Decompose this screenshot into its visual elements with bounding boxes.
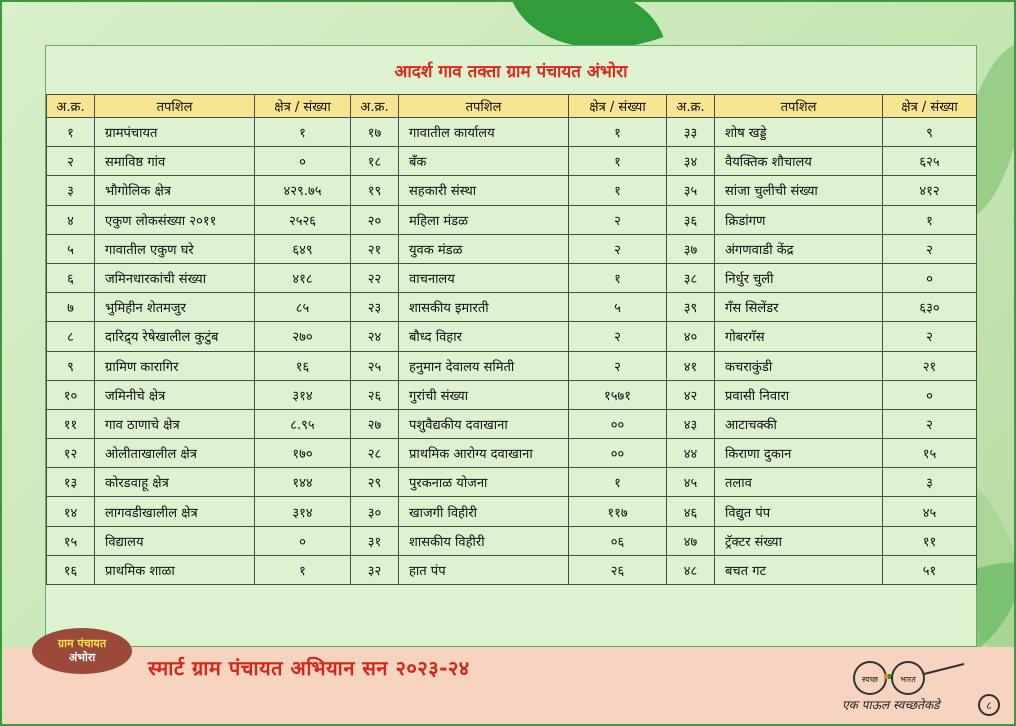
header-sr: अ.क्र. xyxy=(351,95,399,118)
value-cell: २ xyxy=(883,234,977,263)
value-cell: १ xyxy=(569,468,667,497)
value-cell: १ xyxy=(569,176,667,205)
sr-no-cell: ४८ xyxy=(667,555,715,584)
item-cell: विद्युत पंप xyxy=(715,497,883,526)
logo-text-right: भारत xyxy=(900,675,916,684)
sr-no-cell: ४३ xyxy=(667,409,715,438)
header-item: तपशिल xyxy=(95,95,255,118)
table-row xyxy=(47,439,977,468)
sr-no-cell: २४ xyxy=(351,322,399,351)
sr-no-cell: ४२ xyxy=(667,380,715,409)
value-cell: ३ xyxy=(883,468,977,497)
value-cell: ० xyxy=(255,526,351,555)
value-cell: २५२६ xyxy=(255,205,351,234)
item-cell: भौगोलिक क्षेत्र xyxy=(95,176,255,205)
sr-no-cell: २९ xyxy=(351,468,399,497)
sr-no-cell: १६ xyxy=(47,555,95,584)
table-row xyxy=(47,205,977,234)
sr-no-cell: ७ xyxy=(47,293,95,322)
value-cell: ० xyxy=(255,147,351,176)
logo-text-left: स्वच्छ xyxy=(861,675,879,684)
item-cell: शोष खड्डे xyxy=(715,118,883,147)
value-cell: १६ xyxy=(255,351,351,380)
village-data-table xyxy=(46,94,977,585)
value-cell: २ xyxy=(883,322,977,351)
sr-no-cell: १३ xyxy=(47,468,95,497)
value-cell: ० xyxy=(883,380,977,409)
table-row xyxy=(47,497,977,526)
header-value: क्षेत्र / संख्या xyxy=(255,95,351,118)
header-item: तपशिल xyxy=(715,95,883,118)
item-cell: गावातील कार्यालय xyxy=(399,118,569,147)
village-chart-card xyxy=(45,45,977,647)
sr-no-cell: ४५ xyxy=(667,468,715,497)
sr-no-cell: ९ xyxy=(47,351,95,380)
sr-no-cell: २५ xyxy=(351,351,399,380)
table-row xyxy=(47,322,977,351)
value-cell: २ xyxy=(883,409,977,438)
sr-no-cell: २२ xyxy=(351,263,399,292)
table-row xyxy=(47,147,977,176)
sr-no-cell: १२ xyxy=(47,439,95,468)
sr-no-cell: ३८ xyxy=(667,263,715,292)
value-cell: ५ xyxy=(569,293,667,322)
value-cell: १ xyxy=(255,118,351,147)
sr-no-cell: २० xyxy=(351,205,399,234)
item-cell: प्राथमिक आरोग्य दवाखाना xyxy=(399,439,569,468)
value-cell: ०० xyxy=(569,439,667,468)
table-row xyxy=(47,351,977,380)
item-cell: कोरडवाहू क्षेत्र xyxy=(95,468,255,497)
item-cell: पशुवैद्यकीय दवाखाना xyxy=(399,409,569,438)
item-cell: हात पंप xyxy=(399,555,569,584)
value-cell: २६ xyxy=(569,555,667,584)
item-cell: आटाचक्की xyxy=(715,409,883,438)
item-cell: जमिनधारकांची संख्या xyxy=(95,263,255,292)
sr-no-cell: ४७ xyxy=(667,526,715,555)
value-cell: २१ xyxy=(883,351,977,380)
sr-no-cell: ३२ xyxy=(351,555,399,584)
sr-no-cell: २६ xyxy=(351,380,399,409)
sr-no-cell: ४० xyxy=(667,322,715,351)
sr-no-cell: ४४ xyxy=(667,439,715,468)
value-cell: ० xyxy=(883,263,977,292)
value-cell: २७० xyxy=(255,322,351,351)
item-cell: क्रिडांगण xyxy=(715,205,883,234)
sr-no-cell: ३७ xyxy=(667,234,715,263)
sr-no-cell: २७ xyxy=(351,409,399,438)
item-cell: विद्यालय xyxy=(95,526,255,555)
sr-no-cell: ८ xyxy=(47,322,95,351)
value-cell: २ xyxy=(569,205,667,234)
footer-title: स्मार्ट ग्राम पंचायत अभियान सन २०२३-२४ xyxy=(148,656,470,680)
value-cell: ०० xyxy=(569,409,667,438)
table-row xyxy=(47,293,977,322)
sr-no-cell: ३९ xyxy=(667,293,715,322)
value-cell: ४५ xyxy=(883,497,977,526)
item-cell: ओलीताखालील क्षेत्र xyxy=(95,439,255,468)
value-cell: ११ xyxy=(883,526,977,555)
sr-no-cell: १७ xyxy=(351,118,399,147)
sr-no-cell: २१ xyxy=(351,234,399,263)
header-item: तपशिल xyxy=(399,95,569,118)
item-cell: सहकारी संस्था xyxy=(399,176,569,205)
item-cell: गुरांची संख्या xyxy=(399,380,569,409)
item-cell: बचत गट xyxy=(715,555,883,584)
item-cell: गावातील एकुण घरे xyxy=(95,234,255,263)
table-row xyxy=(47,118,977,147)
value-cell: १ xyxy=(569,263,667,292)
item-cell: एकुण लोकसंख्या २०११ xyxy=(95,205,255,234)
value-cell: १७० xyxy=(255,439,351,468)
item-cell: युवक मंडळ xyxy=(399,234,569,263)
item-cell: सांजा चुलीची संख्या xyxy=(715,176,883,205)
item-cell: गाव ठाणाचे क्षेत्र xyxy=(95,409,255,438)
value-cell: ६२५ xyxy=(883,147,977,176)
item-cell: शासकीय इमारती xyxy=(399,293,569,322)
item-cell: गोबरगॅस xyxy=(715,322,883,351)
item-cell: किराणा दुकान xyxy=(715,439,883,468)
sr-no-cell: ३० xyxy=(351,497,399,526)
table-row xyxy=(47,176,977,205)
item-cell: महिला मंडळ xyxy=(399,205,569,234)
sr-no-cell: १८ xyxy=(351,147,399,176)
table-row xyxy=(47,263,977,292)
table-row xyxy=(47,234,977,263)
sr-no-cell: १९ xyxy=(351,176,399,205)
table-row xyxy=(47,468,977,497)
chart-title: आदर्श गाव तक्ता ग्राम पंचायत अंभोरा xyxy=(394,61,628,82)
value-cell: ५१ xyxy=(883,555,977,584)
page-number: ८ xyxy=(978,694,1000,716)
sr-no-cell: २ xyxy=(47,147,95,176)
sr-no-cell: ११ xyxy=(47,409,95,438)
value-cell: १ xyxy=(569,118,667,147)
value-cell: ३१४ xyxy=(255,380,351,409)
item-cell: बँक xyxy=(399,147,569,176)
value-cell: १ xyxy=(883,205,977,234)
gram-panchayat-badge xyxy=(32,628,132,674)
header-value: क्षेत्र / संख्या xyxy=(883,95,977,118)
sr-no-cell: १५ xyxy=(47,526,95,555)
badge-line2: अंभोरा xyxy=(68,651,96,664)
value-cell: २ xyxy=(569,322,667,351)
sr-no-cell: १ xyxy=(47,118,95,147)
sr-no-cell: ३१ xyxy=(351,526,399,555)
sr-no-cell: ३ xyxy=(47,176,95,205)
item-cell: ग्रामपंचायत xyxy=(95,118,255,147)
item-cell: निर्धुर चुली xyxy=(715,263,883,292)
value-cell: १५ xyxy=(883,439,977,468)
badge-line1: ग्राम पंचायत xyxy=(57,637,107,650)
sr-no-cell: २८ xyxy=(351,439,399,468)
sr-no-cell: ४ xyxy=(47,205,95,234)
value-cell: ९ xyxy=(883,118,977,147)
item-cell: जमिनीचे क्षेत्र xyxy=(95,380,255,409)
item-cell: लागवडीखालील क्षेत्र xyxy=(95,497,255,526)
value-cell: ४१८ xyxy=(255,263,351,292)
table-row xyxy=(47,555,977,584)
item-cell: दारिद्र्य रेषेखालील कुटुंब xyxy=(95,322,255,351)
item-cell: कचराकुंडी xyxy=(715,351,883,380)
sr-no-cell: १० xyxy=(47,380,95,409)
value-cell: २ xyxy=(569,234,667,263)
item-cell: ग्रामिण कारागिर xyxy=(95,351,255,380)
sr-no-cell: २३ xyxy=(351,293,399,322)
header-sr: अ.क्र. xyxy=(47,95,95,118)
item-cell: प्रवासी निवारा xyxy=(715,380,883,409)
header-sr: अ.क्र. xyxy=(667,95,715,118)
sr-no-cell: ३४ xyxy=(667,147,715,176)
value-cell: १ xyxy=(255,555,351,584)
value-cell: ४२९.७५ xyxy=(255,176,351,205)
sr-no-cell: ६ xyxy=(47,263,95,292)
table-row xyxy=(47,380,977,409)
value-cell: ६४९ xyxy=(255,234,351,263)
value-cell: ८.९५ xyxy=(255,409,351,438)
item-cell: गँस सिलेंडर xyxy=(715,293,883,322)
value-cell: २ xyxy=(569,351,667,380)
sr-no-cell: ४६ xyxy=(667,497,715,526)
table-row xyxy=(47,409,977,438)
table-row xyxy=(47,526,977,555)
value-cell: १ xyxy=(569,147,667,176)
item-cell: शासकीय विहीरी xyxy=(399,526,569,555)
value-cell: १५७१ xyxy=(569,380,667,409)
item-cell: पुरकनाळ योजना xyxy=(399,468,569,497)
item-cell: भुमिहीन शेतमजुर xyxy=(95,293,255,322)
sr-no-cell: ५ xyxy=(47,234,95,263)
value-cell: ११७ xyxy=(569,497,667,526)
value-cell: ८५ xyxy=(255,293,351,322)
item-cell: वैयक्तिक शौचालय xyxy=(715,147,883,176)
item-cell: अंगणवाडी केंद्र xyxy=(715,234,883,263)
value-cell: ४१२ xyxy=(883,176,977,205)
sr-no-cell: ३३ xyxy=(667,118,715,147)
value-cell: ३१४ xyxy=(255,497,351,526)
table-header-row xyxy=(47,95,977,118)
swachh-bharat-glasses-icon xyxy=(840,658,968,698)
swachh-slogan: एक पाऊल स्वच्छतेकडे xyxy=(842,698,940,712)
item-cell: ट्रॅक्टर संख्या xyxy=(715,526,883,555)
item-cell: तलाव xyxy=(715,468,883,497)
sr-no-cell: १४ xyxy=(47,497,95,526)
sr-no-cell: ३५ xyxy=(667,176,715,205)
value-cell: ०६ xyxy=(569,526,667,555)
item-cell: हनुमान देवालय समिती xyxy=(399,351,569,380)
item-cell: खाजगी विहीरी xyxy=(399,497,569,526)
item-cell: प्राथमिक शाळा xyxy=(95,555,255,584)
sr-no-cell: ३६ xyxy=(667,205,715,234)
sr-no-cell: ४१ xyxy=(667,351,715,380)
item-cell: वाचनालय xyxy=(399,263,569,292)
value-cell: १४४ xyxy=(255,468,351,497)
item-cell: बौध्द विहार xyxy=(399,322,569,351)
header-value: क्षेत्र / संख्या xyxy=(569,95,667,118)
item-cell: समाविष्ठ गांव xyxy=(95,147,255,176)
value-cell: ६३० xyxy=(883,293,977,322)
